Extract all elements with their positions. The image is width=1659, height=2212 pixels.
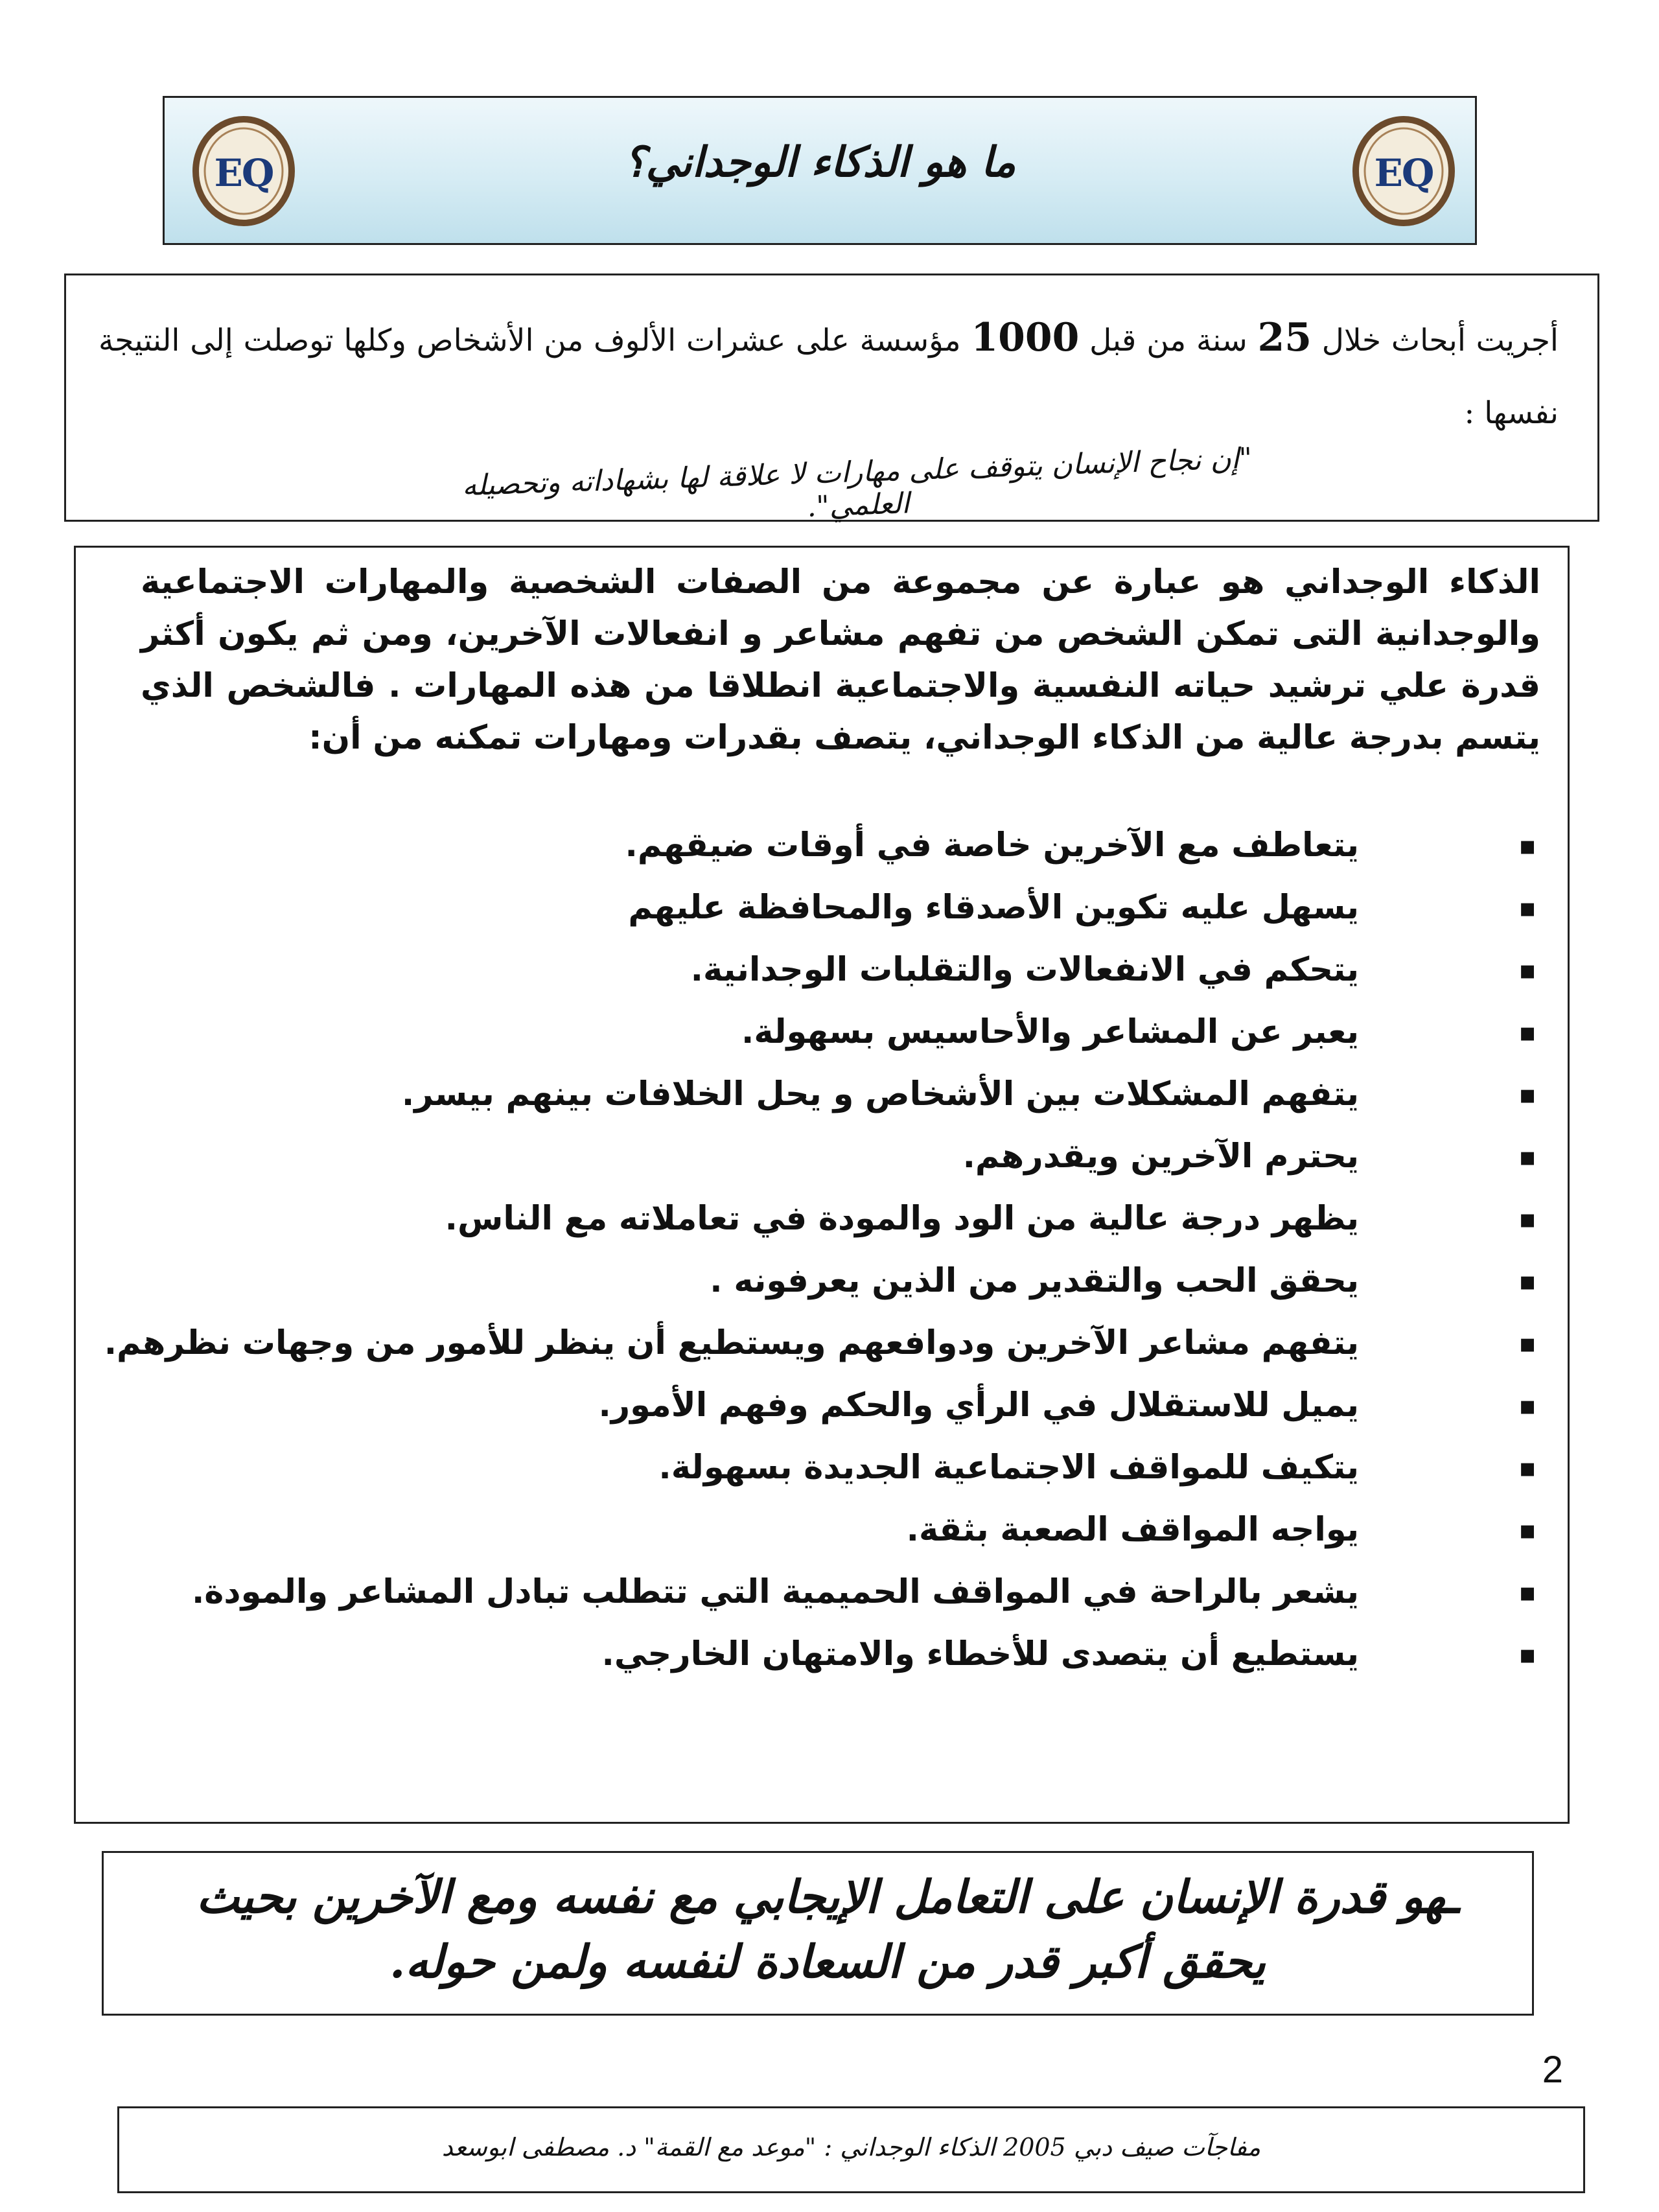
bullet-icon: ▪ xyxy=(1518,1266,1537,1296)
list-item-text: يشعر بالراحة في المواقف الحميمية التي تتطلب تبادل المشاعر والمودة. xyxy=(191,1573,1359,1611)
list-item xyxy=(102,1312,1540,1375)
footer-box xyxy=(117,2106,1585,2193)
intro-text-part3: مؤسسة على عشرات الألوف من الأشخاص وكلها توصلت إلى النتيجة نفسها : xyxy=(99,323,1559,431)
bullet-icon: ▪ xyxy=(1518,955,1537,985)
list-item-text: يحترم الآخرين ويقدرهم. xyxy=(962,1137,1359,1176)
intro-text xyxy=(99,301,1559,450)
bullet-icon: ▪ xyxy=(1518,1453,1537,1483)
list-item-text: يظهر درجة عالية من الود والمودة في تعاملاته مع الناس. xyxy=(445,1200,1359,1238)
list-item xyxy=(102,1250,1540,1312)
intro-text-part2: سنة من قبل xyxy=(1089,323,1247,358)
logo-text: EQ xyxy=(1374,151,1433,195)
list-item xyxy=(102,877,1540,939)
bullet-icon: ▪ xyxy=(1518,1391,1537,1421)
intro-institutions-number: 1000 xyxy=(971,315,1080,360)
list-item xyxy=(102,939,1540,1001)
bullet-icon: ▪ xyxy=(1518,1204,1537,1234)
bullet-icon: ▪ xyxy=(1518,1578,1537,1607)
list-item-text: يتكيف للمواقف الاجتماعية الجديدة بسهولة. xyxy=(658,1449,1359,1487)
main-content-box xyxy=(74,546,1570,1824)
bullet-icon: ▪ xyxy=(1518,1640,1537,1670)
list-item xyxy=(102,1561,1540,1624)
list-item-text: يتفهم مشاعر الآخرين ودوافعهم ويستطيع أن ينظر للأمور من وجهات نظرهم. xyxy=(104,1324,1359,1362)
bullet-icon: ▪ xyxy=(1518,1329,1537,1358)
list-item xyxy=(102,1064,1540,1126)
definition-text: ـهو قدرة الإنسان على التعامل الإيجابي مع نفسه ومع الآخرين بحيث يحقق أكبر قدر من السعادة لنفسه ولمن حوله. xyxy=(196,1870,1459,1988)
list-item xyxy=(102,815,1540,877)
list-item-text: يميل للاستقلال في الرأي والحكم وفهم الأمور. xyxy=(598,1386,1359,1425)
list-item-text: يتحكم في الانفعالات والتقلبات الوجدانية. xyxy=(690,951,1359,989)
list-item-text: يعبر عن المشاعر والأحاسيس بسهولة. xyxy=(741,1013,1359,1051)
qualities-list xyxy=(102,815,1540,1686)
bullet-icon: ▪ xyxy=(1518,1018,1537,1047)
list-item xyxy=(102,1188,1540,1250)
main-paragraph: الذكاء الوجداني هو عبارة عن مجموعة من الصفات الشخصية والمهارات الاجتماعية والوجدانية التى تمكن الشخص من تفهم مشاعر و انفعالات الآخرين، ومن ثم يكون أكثر قدرة علي ترشيد حياته النفسية والاجتماعية انطلاقا من هذه المهارات . فالشخص الذي يتسم بدرجة عالية من الذكاء الوجداني، يتصف بقدرات ومهارات تمكنه من أن: xyxy=(141,563,1540,757)
list-item-text: يواجه المواقف الصعبة بثقة. xyxy=(906,1511,1359,1549)
list-item-text: يستطيع أن يتصدى للأخطاء والامتهان الخارجي. xyxy=(601,1635,1359,1673)
page-title: ما هو الذكاء الوجداني؟ xyxy=(623,138,1016,187)
list-item xyxy=(102,1375,1540,1437)
bullet-icon: ▪ xyxy=(1518,1080,1537,1110)
list-item-text: يحقق الحب والتقدير من الذين يعرفونه . xyxy=(710,1262,1359,1300)
bullet-icon: ▪ xyxy=(1518,1142,1537,1172)
eq-logo-left xyxy=(192,116,296,226)
list-item xyxy=(102,1126,1540,1188)
intro-years-number: 25 xyxy=(1257,315,1312,360)
logo-text: EQ xyxy=(214,151,273,195)
list-item-text: يسهل عليه تكوين الأصدقاء والمحافظة عليهم xyxy=(628,889,1359,927)
list-item-text: يتعاطف مع الآخرين خاصة في أوقات ضيقهم. xyxy=(625,826,1359,865)
list-item xyxy=(102,1001,1540,1064)
list-item xyxy=(102,1499,1540,1561)
intro-box xyxy=(64,274,1599,522)
bullet-icon: ▪ xyxy=(1518,893,1537,923)
list-item xyxy=(102,1437,1540,1499)
header-banner xyxy=(163,96,1477,245)
intro-text-part1: أجريت أبحاث خلال xyxy=(1321,323,1559,358)
footer-text: مفاجآت صيف دبي 2005 الذكاء الوجداني : "موعد مع القمة" د. مصطفى ابوسعد xyxy=(441,2133,1261,2161)
definition-box xyxy=(102,1851,1534,2016)
list-item xyxy=(102,1624,1540,1686)
intro-quote: "إن نجاح الإنسان يتوقف على مهارات لا علاقة لها بشهاداته وتحصيله العلمي". xyxy=(461,441,1253,524)
list-item-text: يتفهم المشكلات بين الأشخاص و يحل الخلافات بينهم بيسر. xyxy=(401,1075,1359,1113)
page-number: 2 xyxy=(1542,2049,1563,2091)
bullet-icon: ▪ xyxy=(1518,1515,1537,1545)
eq-logo-right xyxy=(1352,116,1456,226)
bullet-icon: ▪ xyxy=(1518,831,1537,861)
